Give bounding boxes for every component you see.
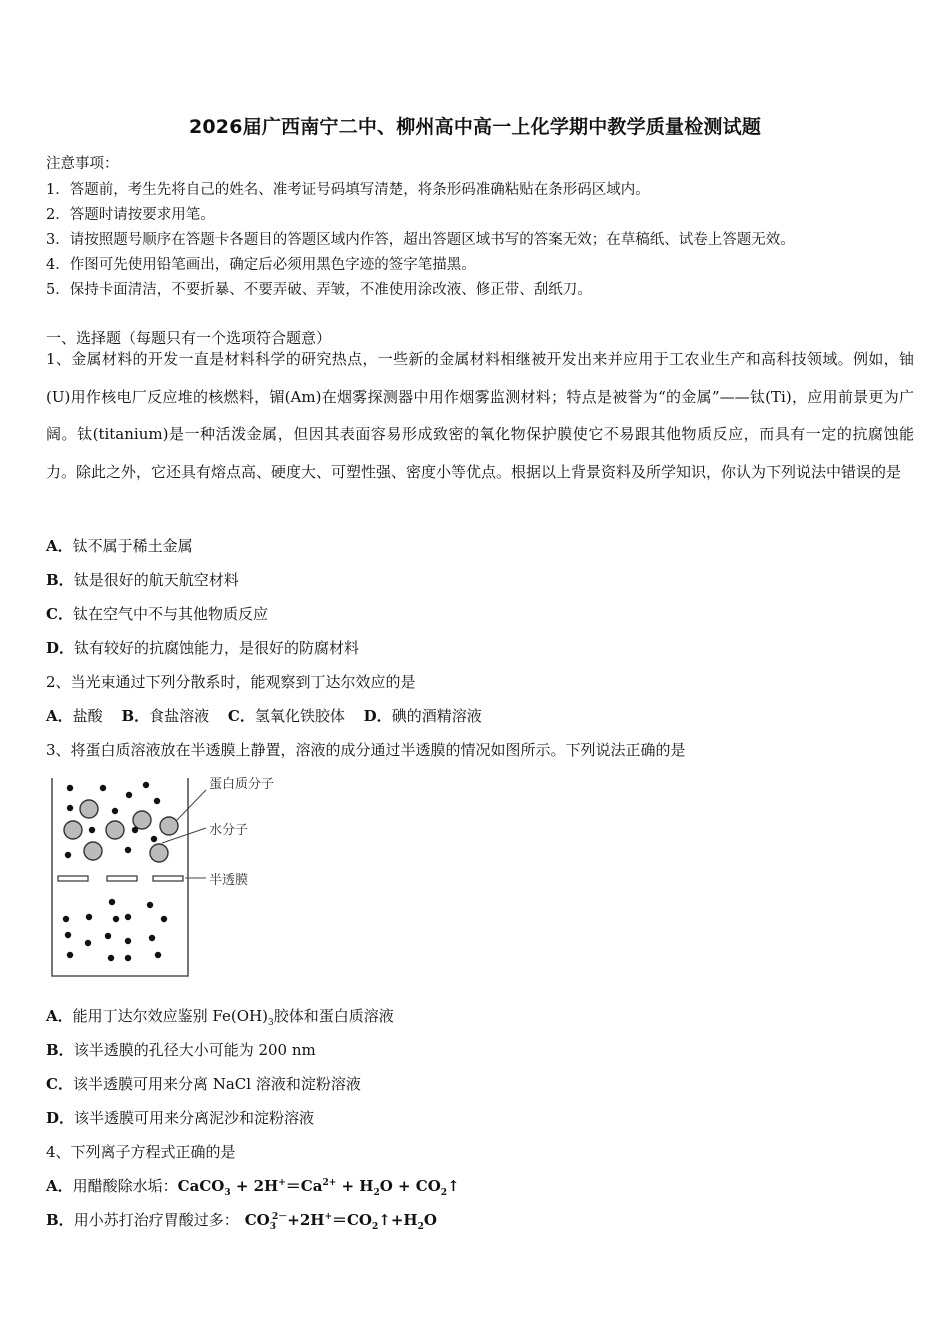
water-molecule xyxy=(154,798,160,804)
water-molecule xyxy=(100,785,106,791)
q3-option-c[interactable] xyxy=(46,1073,361,1094)
ionic-equation: $CO_3^{2-}+2H^+=CO_2↑+H_2O$ xyxy=(244,1211,437,1232)
q2-option-c[interactable] xyxy=(228,707,345,725)
q1-option-c[interactable] xyxy=(46,603,268,624)
option-letter: B． xyxy=(121,707,150,725)
water-molecule xyxy=(86,914,92,920)
notice-item: 2．答题时请按要求用笔。 xyxy=(46,207,215,223)
label-protein: 蛋白质分子 xyxy=(209,777,275,792)
option-letter: D． xyxy=(46,1109,75,1127)
water-molecule xyxy=(125,914,131,920)
water-molecule xyxy=(155,952,161,958)
option-letter: C． xyxy=(227,707,255,725)
water-molecule xyxy=(149,935,155,941)
option-text: 该半透膜的孔径大小可能为 200 nm xyxy=(73,1041,316,1059)
q4-option-b[interactable] xyxy=(46,1209,437,1232)
option-text: 该半透膜可用来分离 NaCl 溶液和淀粉溶液 xyxy=(72,1075,361,1093)
option-text: 钛有较好的抗腐蚀能力，是很好的防腐材料 xyxy=(74,639,360,657)
notice-item: 3．请按照题号顺序在答题卡各题目的答题区域内作答，超出答题区域书写的答案无效；在草稿纸、试卷上答题无效。 xyxy=(46,232,795,248)
water-molecule xyxy=(109,899,115,905)
water-molecule xyxy=(108,955,114,961)
section-heading: 一、选择题（每题只有一个选项符合题意） xyxy=(46,329,332,347)
water-molecule xyxy=(67,805,73,811)
protein-molecule xyxy=(106,821,124,839)
protein-molecule xyxy=(133,811,151,829)
question-1-stem: 1、金属材料的开发一直是材料科学的研究热点，一些新的金属材料相继被开发出来并应用于工农业生产和高科技领域。例如，铀(U)用作核电厂反应堆的核燃料，镅(Am)在烟雾探测器中用作烟雾监测材料；特点是被誉为“的金属”——钛(Ti)，应用前景更为广阔。钛(titanium)是一种活泼金属，但因其表面容易形成致密的氧化物保护膜使它不易跟其他物质反应，而具有一定的抗腐蚀能力。除此之外，它还具有熔点高、硬度大、可塑性强、密度小等优点。根据以上背景资料及所学知识，你认为下列说法中错误的是 xyxy=(46,350,914,481)
protein-molecule xyxy=(64,821,82,839)
water-molecule xyxy=(126,792,132,798)
water-molecule xyxy=(63,916,69,922)
option-letter: B． xyxy=(46,1211,74,1229)
option-letter: C． xyxy=(46,1075,73,1093)
notice-item: 4．作图可先使用铅笔画出，确定后必须用黑色字迹的签字笔描黑。 xyxy=(46,257,476,273)
q1-option-a[interactable] xyxy=(46,535,193,556)
water-molecule xyxy=(67,952,73,958)
option-text: 该半透膜可用来分离泥沙和淀粉溶液 xyxy=(74,1109,315,1127)
membrane-segment xyxy=(58,876,88,881)
water-molecule xyxy=(67,785,73,791)
water-molecule xyxy=(147,902,153,908)
notice-item: 1．答题前，考生先将自己的姓名、准考证号码填写清楚，将条形码准确粘贴在条形码区域内。 xyxy=(46,182,650,198)
water-molecule xyxy=(151,836,157,842)
label-leader xyxy=(176,790,206,821)
option-letter: B． xyxy=(46,1041,74,1059)
question-4-stem: 4、下列离子方程式正确的是 xyxy=(46,1143,236,1161)
q2-option-a[interactable] xyxy=(46,707,103,725)
q1-option-b[interactable] xyxy=(46,569,239,590)
option-letter: D． xyxy=(363,707,392,725)
option-text: 氢氧化铁胶体 xyxy=(254,707,345,725)
ionic-equation: CaCO$_3$ + $2H^+=Ca^{2+} + H_2O$ + $CO_2↑$ xyxy=(177,1177,460,1198)
option-letter: A． xyxy=(46,1177,73,1195)
water-molecule xyxy=(125,847,131,853)
semipermeable-membrane-figure xyxy=(46,768,276,983)
water-molecule xyxy=(85,940,91,946)
water-molecule xyxy=(65,852,71,858)
label-water: 水分子 xyxy=(209,823,249,838)
option-text: 钛是很好的航天航空材料 xyxy=(73,571,239,589)
page-title: 2026届广西南宁二中、柳州高中高一上化学期中教学质量检测试题 xyxy=(188,116,762,138)
water-molecule xyxy=(112,808,118,814)
protein-molecule xyxy=(160,817,178,835)
q2-options-row xyxy=(46,705,482,726)
label-membrane: 半透膜 xyxy=(209,873,249,888)
q4-option-a[interactable] xyxy=(46,1175,460,1198)
option-letter: A． xyxy=(46,537,73,555)
q2-option-b[interactable] xyxy=(121,707,209,725)
option-text: 盐酸 xyxy=(72,707,103,725)
protein-molecule xyxy=(84,842,102,860)
water-molecule xyxy=(113,916,119,922)
option-letter: B． xyxy=(46,571,74,589)
q3-option-a[interactable] xyxy=(46,1005,394,1028)
option-text: 用醋酸除水垢： xyxy=(72,1177,178,1195)
membrane-segment xyxy=(107,876,137,881)
option-letter: A． xyxy=(46,1007,73,1025)
option-text: 碘的酒精溶液 xyxy=(391,707,482,725)
q2-option-d[interactable] xyxy=(364,707,482,725)
option-text: 用小苏打治疗胃酸过多： xyxy=(73,1211,239,1229)
protein-molecule xyxy=(80,800,98,818)
option-text: 钛在空气中不与其他物质反应 xyxy=(72,605,268,623)
protein-molecule xyxy=(150,844,168,862)
water-molecule xyxy=(65,932,71,938)
membrane-segment xyxy=(153,876,183,881)
q3-option-d[interactable] xyxy=(46,1107,314,1128)
option-letter: A． xyxy=(46,707,73,725)
option-text: 胶体和蛋白质溶液 xyxy=(273,1007,394,1025)
notice-heading: 注意事项： xyxy=(46,156,119,172)
water-molecule xyxy=(161,916,167,922)
option-text: 钛不属于稀土金属 xyxy=(72,537,193,555)
option-letter: D． xyxy=(46,639,75,657)
water-molecule xyxy=(125,955,131,961)
water-molecule xyxy=(132,827,138,833)
water-molecule xyxy=(105,933,111,939)
notice-item: 5．保持卡面清洁，不要折暴、不要弄破、弄皱，不准使用涂改液、修正带、刮纸刀。 xyxy=(46,282,592,298)
option-letter: C． xyxy=(46,605,73,623)
water-molecule xyxy=(143,782,149,788)
water-molecule xyxy=(125,938,131,944)
subscript: 3 xyxy=(267,1018,274,1028)
option-text: 能用丁达尔效应鉴别 Fe(OH) xyxy=(72,1007,268,1025)
q3-option-b[interactable] xyxy=(46,1039,316,1060)
question-2-stem: 2、当光束通过下列分散系时，能观察到丁达尔效应的是 xyxy=(46,673,416,691)
question-3-stem: 3、将蛋白质溶液放在半透膜上静置，溶液的成分通过半透膜的情况如图所示。下列说法正确的是 xyxy=(46,741,686,759)
option-text: 食盐溶液 xyxy=(149,707,210,725)
q1-option-d[interactable] xyxy=(46,637,359,658)
water-molecule xyxy=(89,827,95,833)
